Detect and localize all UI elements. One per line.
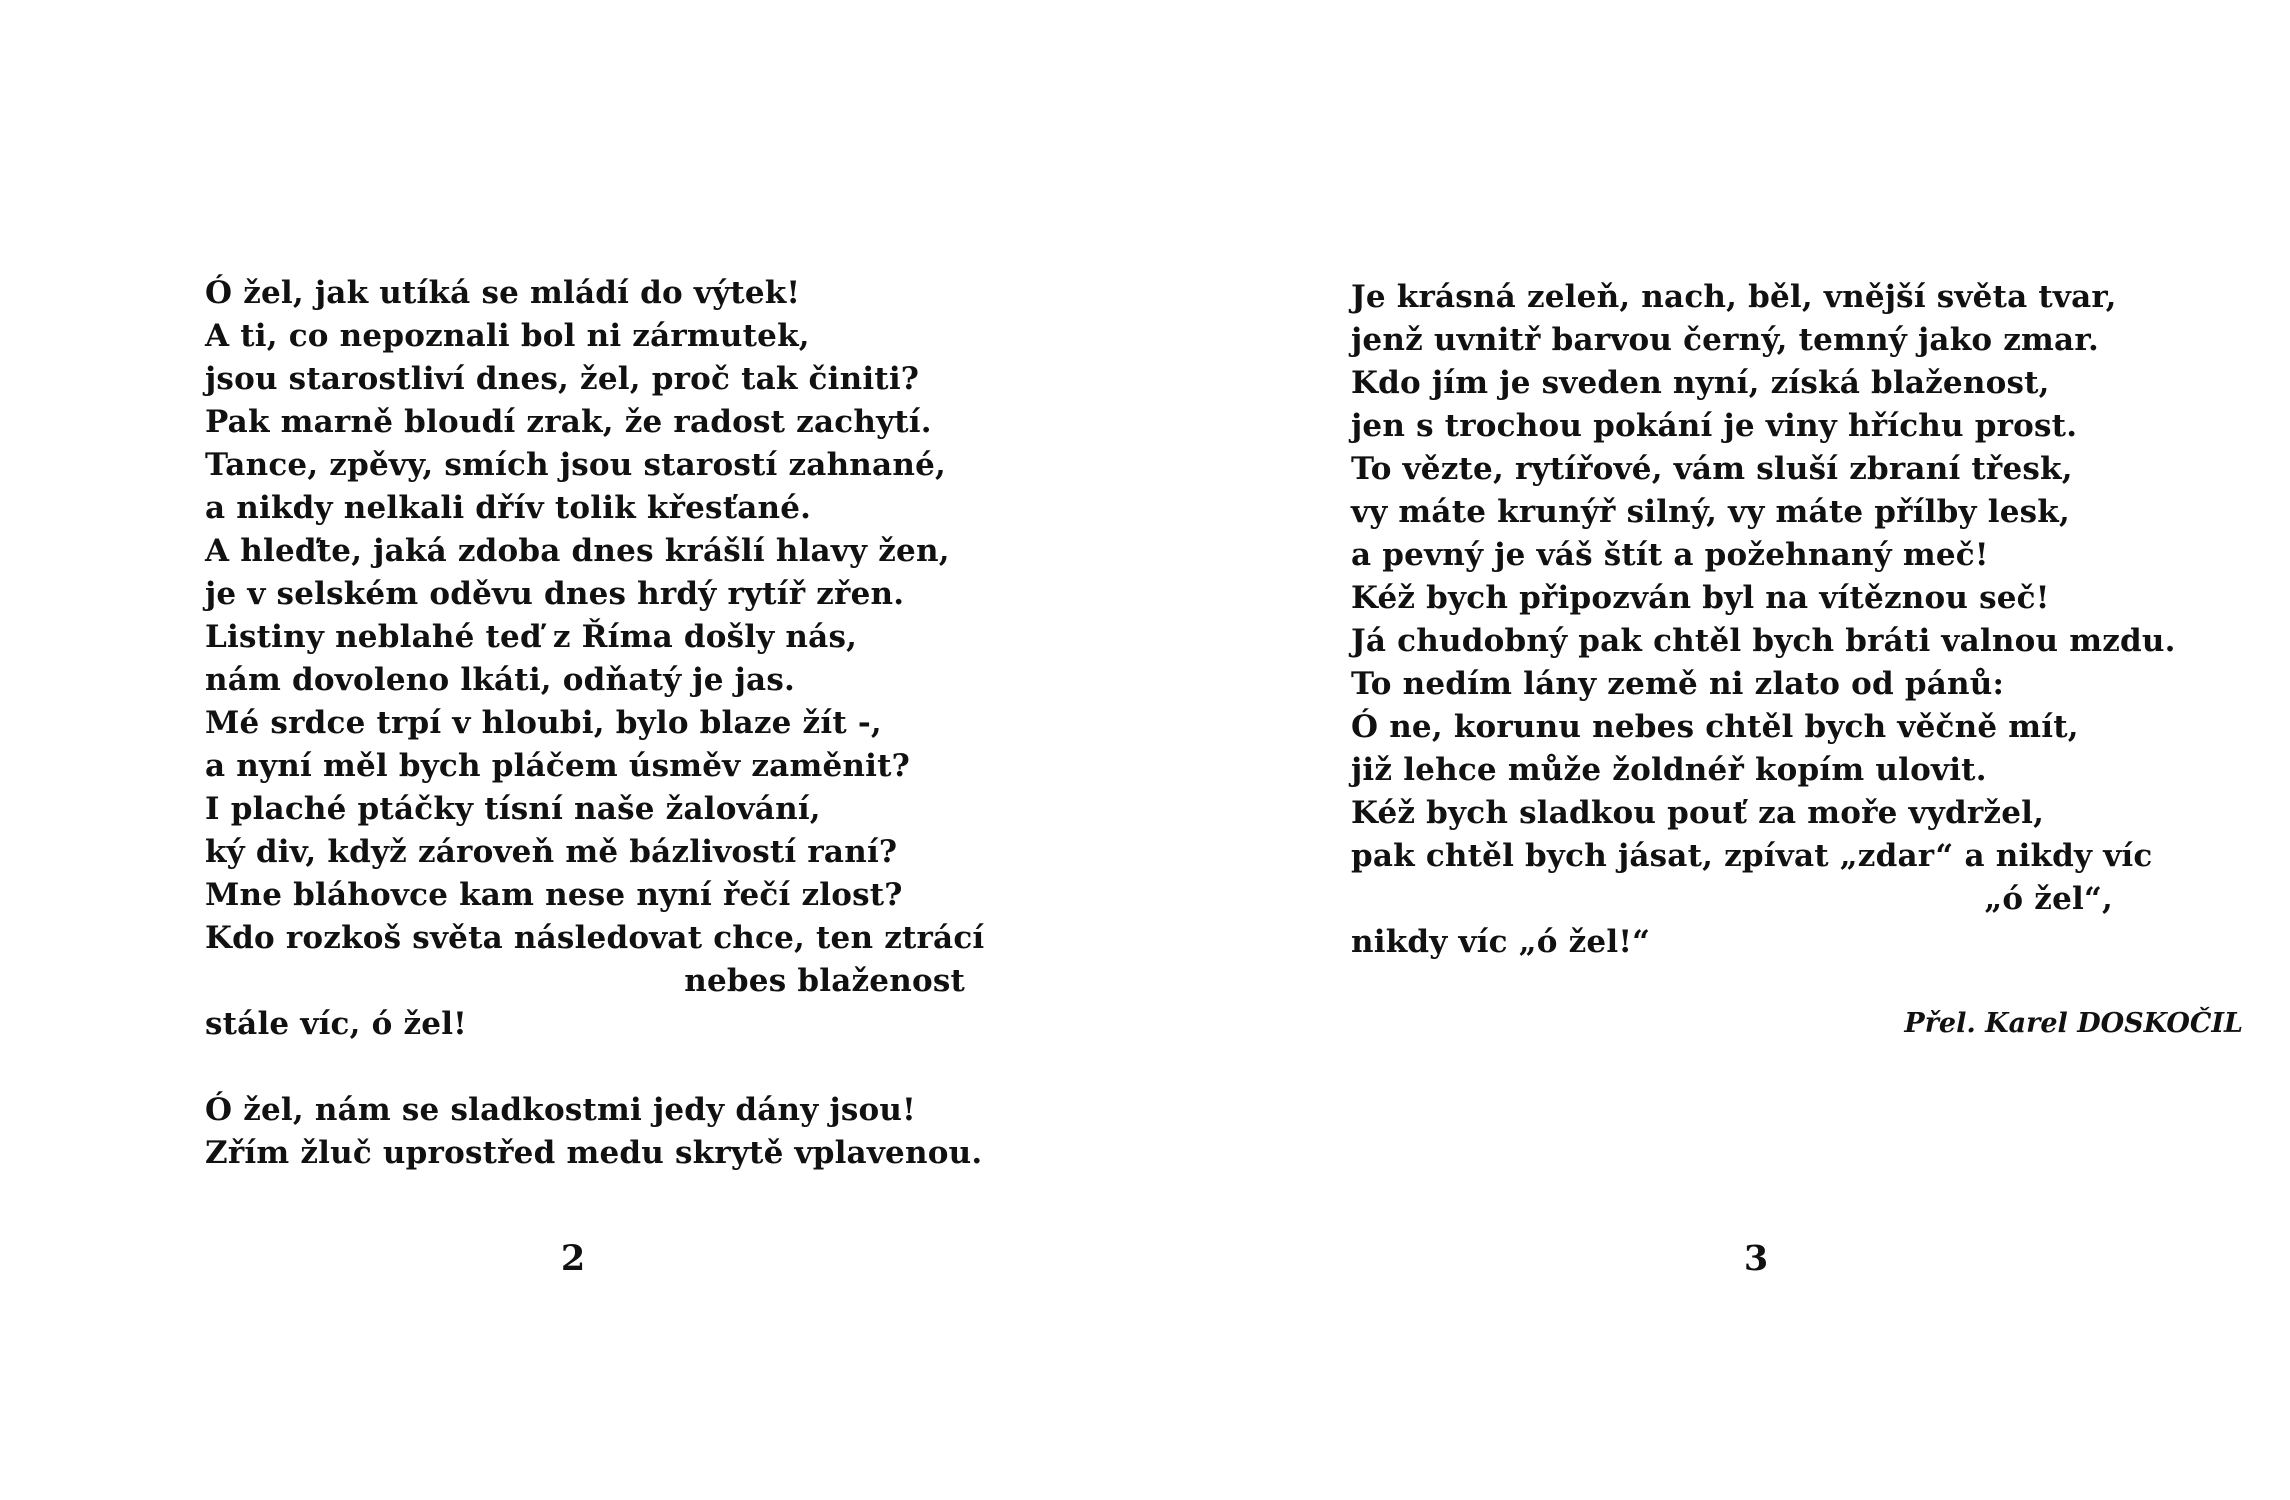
poem-line: A hleďte, jaká zdoba dnes krášlí hlavy žen,: [205, 533, 950, 569]
poem-line-continuation: nebes blaženost: [684, 963, 965, 999]
poem-line: nikdy víc „ó žel!“: [1351, 924, 1651, 960]
poem-line: pak chtěl bych jásat, zpívat „zdar“ a nikdy víc: [1351, 838, 2153, 874]
poem-line: Ó žel, nám se sladkostmi jedy dány jsou!: [205, 1092, 916, 1128]
poem-line: I plaché ptáčky tísní naše žalování,: [205, 791, 821, 827]
stanza-break: [205, 1046, 965, 1089]
poem-line: Kdo rozkoš světa následovat chce, ten ztrácí: [205, 920, 985, 956]
poem-line: Kéž bych připozván byl na vítěznou seč!: [1351, 580, 2050, 616]
translator-credit: Přel. Karel DOSKOČIL: [1904, 1008, 2243, 1039]
poem-line: a nikdy nelkali dřív tolik křesťané.: [205, 490, 812, 526]
page-number-left: 2: [560, 1238, 586, 1279]
poem-line: Tance, zpěvy, smích jsou starostí zahnané,: [205, 447, 946, 483]
poem-line: již lehce může žoldnéř kopím ulovit.: [1351, 752, 1987, 788]
poem-line: Mé srdce trpí v hloubi, bylo blaze žít -,: [205, 705, 882, 741]
poem-line-continuation: „ó žel“,: [1984, 881, 2113, 917]
poem-line: Listiny neblahé teď z Říma došly nás,: [205, 619, 858, 655]
poem-line: To vězte, rytířové, vám sluší zbraní třesk,: [1351, 451, 2073, 487]
poem-line: jenž uvnitř barvou černý, temný jako zmar.: [1351, 322, 2100, 358]
poem-line: a pevný je váš štít a požehnaný meč!: [1351, 537, 1989, 573]
poem-line: Pak marně bloudí zrak, že radost zachytí.: [205, 404, 932, 440]
poem-line: A ti, co nepoznali bol ni zármutek,: [205, 318, 810, 354]
poem-line: Ó ne, korunu nebes chtěl bych věčně mít,: [1351, 709, 2079, 745]
poem-line: nám dovoleno lkáti, odňatý je jas.: [205, 662, 795, 698]
poem-line: jsou starostliví dnes, žel, proč tak činiti?: [205, 361, 920, 397]
poem-line: ký div, když zároveň mě bázlivostí raní?: [205, 834, 898, 870]
page-number-right: 3: [1743, 1238, 1769, 1279]
poem-line: vy máte krunýř silný, vy máte přílby lesk,: [1351, 494, 2070, 530]
poem-line: stále víc, ó žel!: [205, 1006, 467, 1042]
poem-line: Je krásná zeleň, nach, běl, vnější světa tvar,: [1351, 279, 2117, 315]
poem-line: je v selském oděvu dnes hrdý rytíř zřen.: [205, 576, 905, 612]
poem-line: Kéž bych sladkou pouť za moře vydržel,: [1351, 795, 2045, 831]
poem-line: a nyní měl bych pláčem úsměv zaměnit?: [205, 748, 910, 784]
poem-line: Kdo jím je sveden nyní, získá blaženost,: [1351, 365, 2050, 401]
poem-text-left: [205, 272, 985, 1175]
poem-line: Mne bláhovce kam nese nyní řečí zlost?: [205, 877, 903, 913]
poem-line: jen s trochou pokání je viny hříchu prost.: [1351, 408, 2078, 444]
poem-line: To nedím lány země ni zlato od pánů:: [1351, 666, 2005, 702]
poem-text-right: [1351, 276, 2176, 964]
poem-line: Já chudobný pak chtěl bych bráti valnou mzdu.: [1351, 623, 2176, 659]
right-page: [1145, 0, 2290, 1500]
poem-line: Zřím žluč uprostřed medu skrytě vplavenou.: [205, 1135, 983, 1171]
poem-line: Ó žel, jak utíká se mládí do výtek!: [205, 275, 801, 311]
